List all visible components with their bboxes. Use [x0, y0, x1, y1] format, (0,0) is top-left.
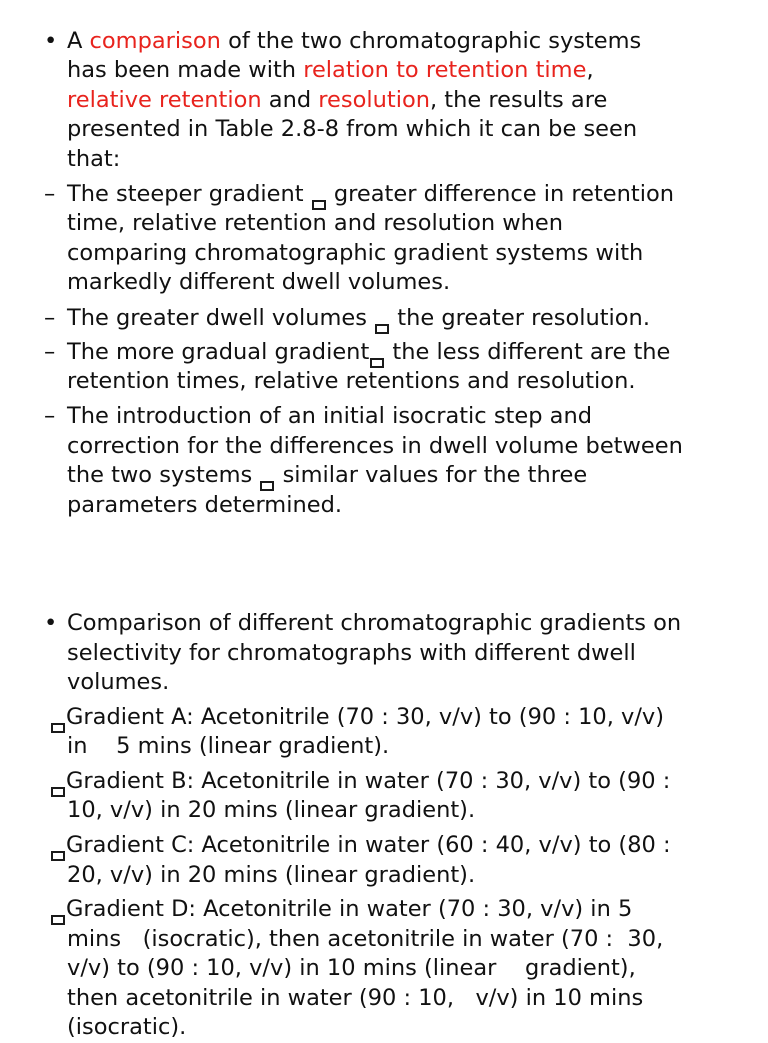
highlight-relative-retention: relative retention	[67, 87, 262, 113]
gradient-item-line	[50, 831, 671, 861]
text: Gradient B: Acetonitrile in water (70 : 30, v/v) to (90 :	[66, 768, 671, 794]
gradient-item-line	[50, 767, 670, 797]
gradient-item-line: 20, v/v) in 20 mins (linear gradient).	[67, 862, 476, 888]
dash-item-line	[67, 180, 674, 210]
gradient-item-line	[50, 703, 664, 733]
highlight-retention-time: relation to retention time	[303, 57, 587, 83]
text: The steeper gradient	[67, 181, 311, 207]
text: has been made with	[67, 57, 304, 83]
bullet: •	[44, 610, 58, 636]
paragraph-line	[67, 56, 594, 86]
dash-item-line	[67, 304, 650, 334]
gradient-item-line: 10, v/v) in 20 mins (linear gradient).	[67, 797, 476, 823]
dash-item-line: comparing chromatographic gradient systems with	[67, 240, 644, 266]
implies-arrow-icon	[375, 324, 389, 334]
paragraph-line	[67, 27, 641, 57]
dash-item-line: markedly different dwell volumes.	[67, 269, 451, 295]
dash: –	[44, 339, 56, 365]
dash-item-line: time, relative retention and resolution when	[67, 210, 564, 236]
text: Gradient D: Acetonitrile in water (70 : 30, v/v) in 5	[66, 896, 633, 922]
text: the greater resolution.	[390, 305, 650, 331]
text: The more gradual gradient	[67, 339, 370, 365]
implies-arrow-icon	[51, 787, 65, 797]
paragraph-line: selectivity for chromatographs with different dwell	[67, 640, 636, 666]
dash-item-line: retention times, relative retentions and resolution.	[67, 368, 636, 394]
gradient-item-line: mins (isocratic), then acetonitrile in water (70 : 30,	[67, 926, 664, 952]
text: A	[67, 28, 90, 54]
gradient-item-line	[50, 895, 632, 925]
paragraph-line: Comparison of different chromatographic gradients on	[67, 610, 682, 636]
dash-item-line	[67, 338, 670, 368]
text: Gradient A: Acetonitrile (70 : 30, v/v) to (90 : 10, v/v)	[66, 704, 665, 730]
text: The greater dwell volumes	[67, 305, 375, 331]
text: the less different are the	[385, 339, 671, 365]
paragraph-line: presented in Table 2.8-8 from which it can be seen	[67, 116, 638, 142]
text: the two systems	[67, 462, 260, 488]
text: of the two chromatographic systems	[220, 28, 642, 54]
paragraph-line: volumes.	[67, 669, 170, 695]
text: ,	[586, 57, 594, 83]
text: similar values for the three	[275, 462, 588, 488]
implies-arrow-icon	[260, 481, 274, 491]
gradient-item-line: v/v) to (90 : 10, v/v) in 10 mins (linear gradient),	[67, 955, 636, 981]
dash: –	[44, 403, 56, 429]
implies-arrow-icon	[51, 851, 65, 861]
implies-arrow-icon	[51, 915, 65, 925]
dash: –	[44, 305, 56, 331]
bullet: •	[44, 28, 58, 54]
highlight-comparison: comparison	[89, 28, 221, 54]
text: , the results are	[430, 87, 608, 113]
highlight-resolution: resolution	[318, 87, 430, 113]
dash-item-line	[67, 461, 587, 491]
dash-item-line: correction for the differences in dwell volume between	[67, 433, 683, 459]
implies-arrow-icon	[51, 723, 65, 733]
gradient-item-line: then acetonitrile in water (90 : 10, v/v) in 10 mins	[67, 985, 644, 1011]
gradient-item-line: (isocratic).	[67, 1014, 187, 1040]
dash-item-line: The introduction of an initial isocratic step and	[67, 403, 592, 429]
paragraph-line	[67, 86, 607, 116]
text: greater difference in retention	[326, 181, 674, 207]
gradient-item-line: in 5 mins (linear gradient).	[67, 733, 390, 759]
text: Gradient C: Acetonitrile in water (60 : 40, v/v) to (80 :	[66, 832, 671, 858]
text: and	[261, 87, 319, 113]
dash: –	[44, 181, 56, 207]
paragraph-line: that:	[67, 146, 121, 172]
dash-item-line: parameters determined.	[67, 492, 343, 518]
